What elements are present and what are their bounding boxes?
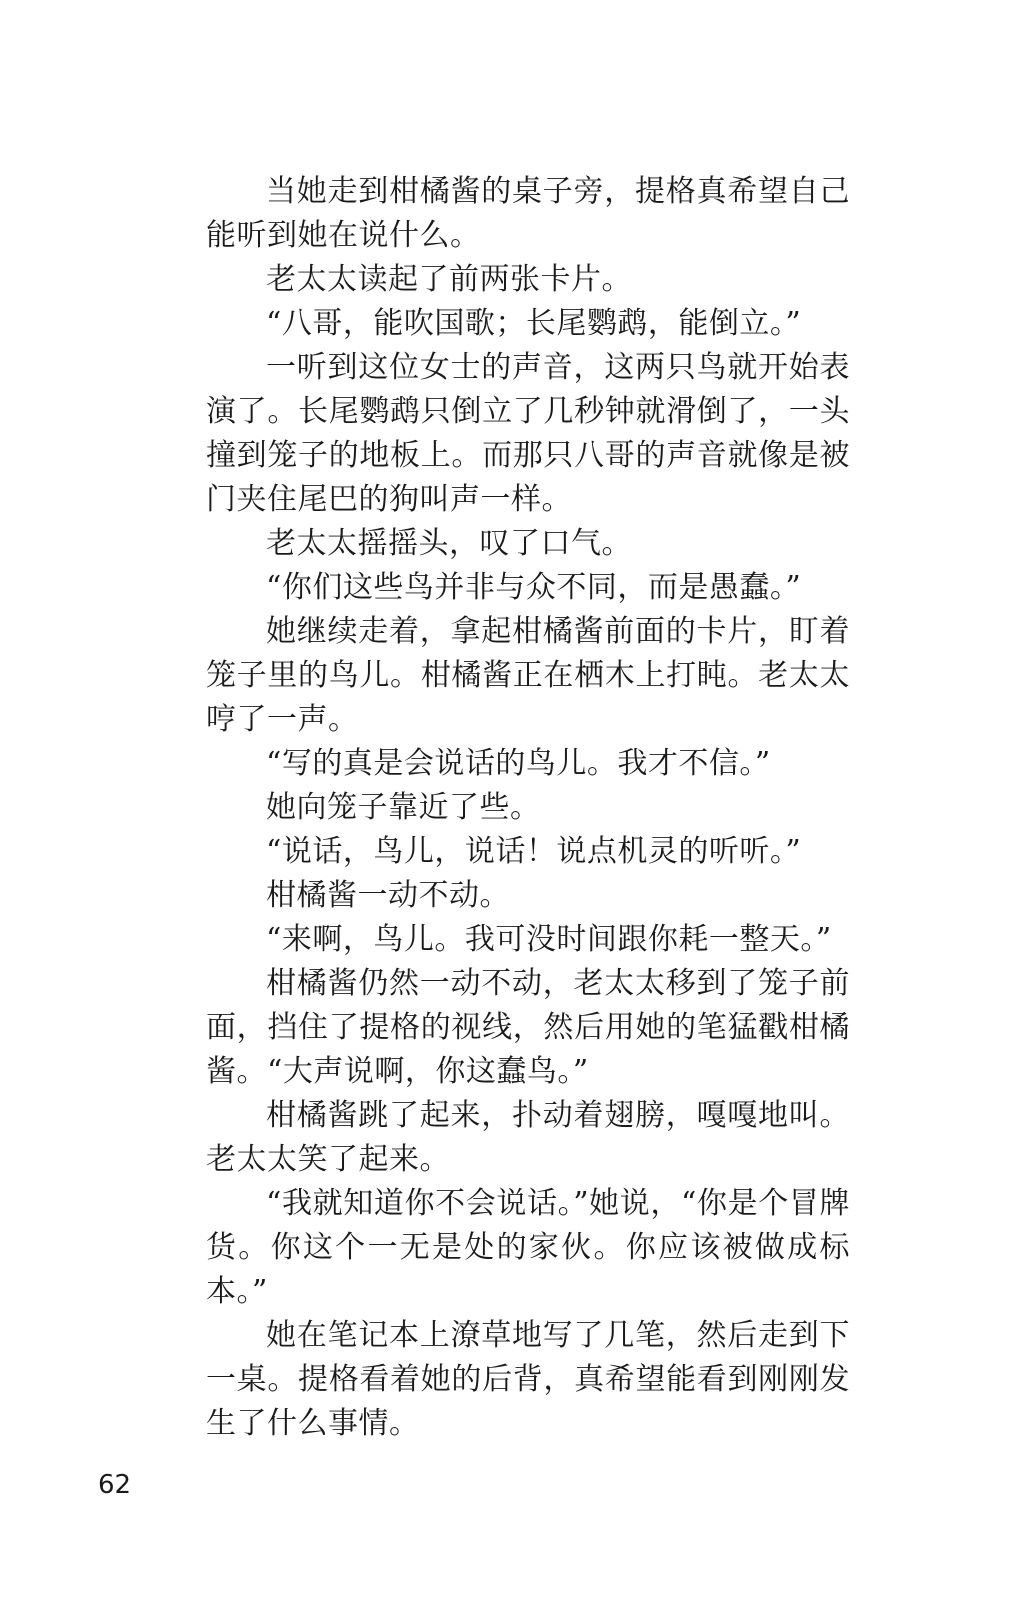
paragraph: “来啊，鸟儿。我可没时间跟你耗一整天。” — [266, 922, 832, 957]
paragraph: 柑橘酱跳了起来，扑动着翅膀，嘎嘎地叫。老太太笑了起来。 — [206, 1098, 850, 1177]
paragraph: 柑橘酱仍然一动不动，老太太移到了笼子前面，挡住了提格的视线，然后用她的笔猛戳柑橘酱。“大声说啊，你这蠢鸟。” — [206, 966, 850, 1089]
paragraph: 老太太摇摇头，叹了口气。 — [266, 526, 632, 561]
paragraph: “八哥，能吹国歌；长尾鹦鹉，能倒立。” — [266, 306, 802, 341]
paragraph: 当她走到柑橘酱的桌子旁，提格真希望自己能听到她在说什么。 — [206, 174, 850, 253]
page-number: 62 — [98, 1470, 132, 1500]
paragraph: “你们这些鸟并非与众不同，而是愚蠢。” — [266, 570, 802, 605]
paragraph: “说话，鸟儿，说话！说点机灵的听听。” — [266, 834, 802, 869]
paragraph: 她向笼子靠近了些。 — [266, 790, 541, 825]
paragraph: 柑橘酱一动不动。 — [266, 878, 510, 913]
paragraph: 她继续走着，拿起柑橘酱前面的卡片，盯着笼子里的鸟儿。柑橘酱正在栖木上打盹。老太太哼了一声。 — [206, 614, 850, 737]
paragraph: “写的真是会说话的鸟儿。我才不信。” — [266, 746, 771, 781]
paragraph: 老太太读起了前两张卡片。 — [266, 262, 632, 297]
paragraph: “我就知道你不会说话。”她说，“你是个冒牌货。你这个一无是处的家伙。你应该被做成标本。” — [206, 1186, 850, 1309]
body-text — [206, 170, 850, 1446]
paragraph: 她在笔记本上潦草地写了几笔，然后走到下一桌。提格看着她的后背，真希望能看到刚刚发生了什么事情。 — [206, 1318, 850, 1441]
paragraph: 一听到这位女士的声音，这两只鸟就开始表演了。长尾鹦鹉只倒立了几秒钟就滑倒了，一头撞到笼子的地板上。而那只八哥的声音就像是被门夹住尾巴的狗叫声一样。 — [206, 350, 850, 517]
